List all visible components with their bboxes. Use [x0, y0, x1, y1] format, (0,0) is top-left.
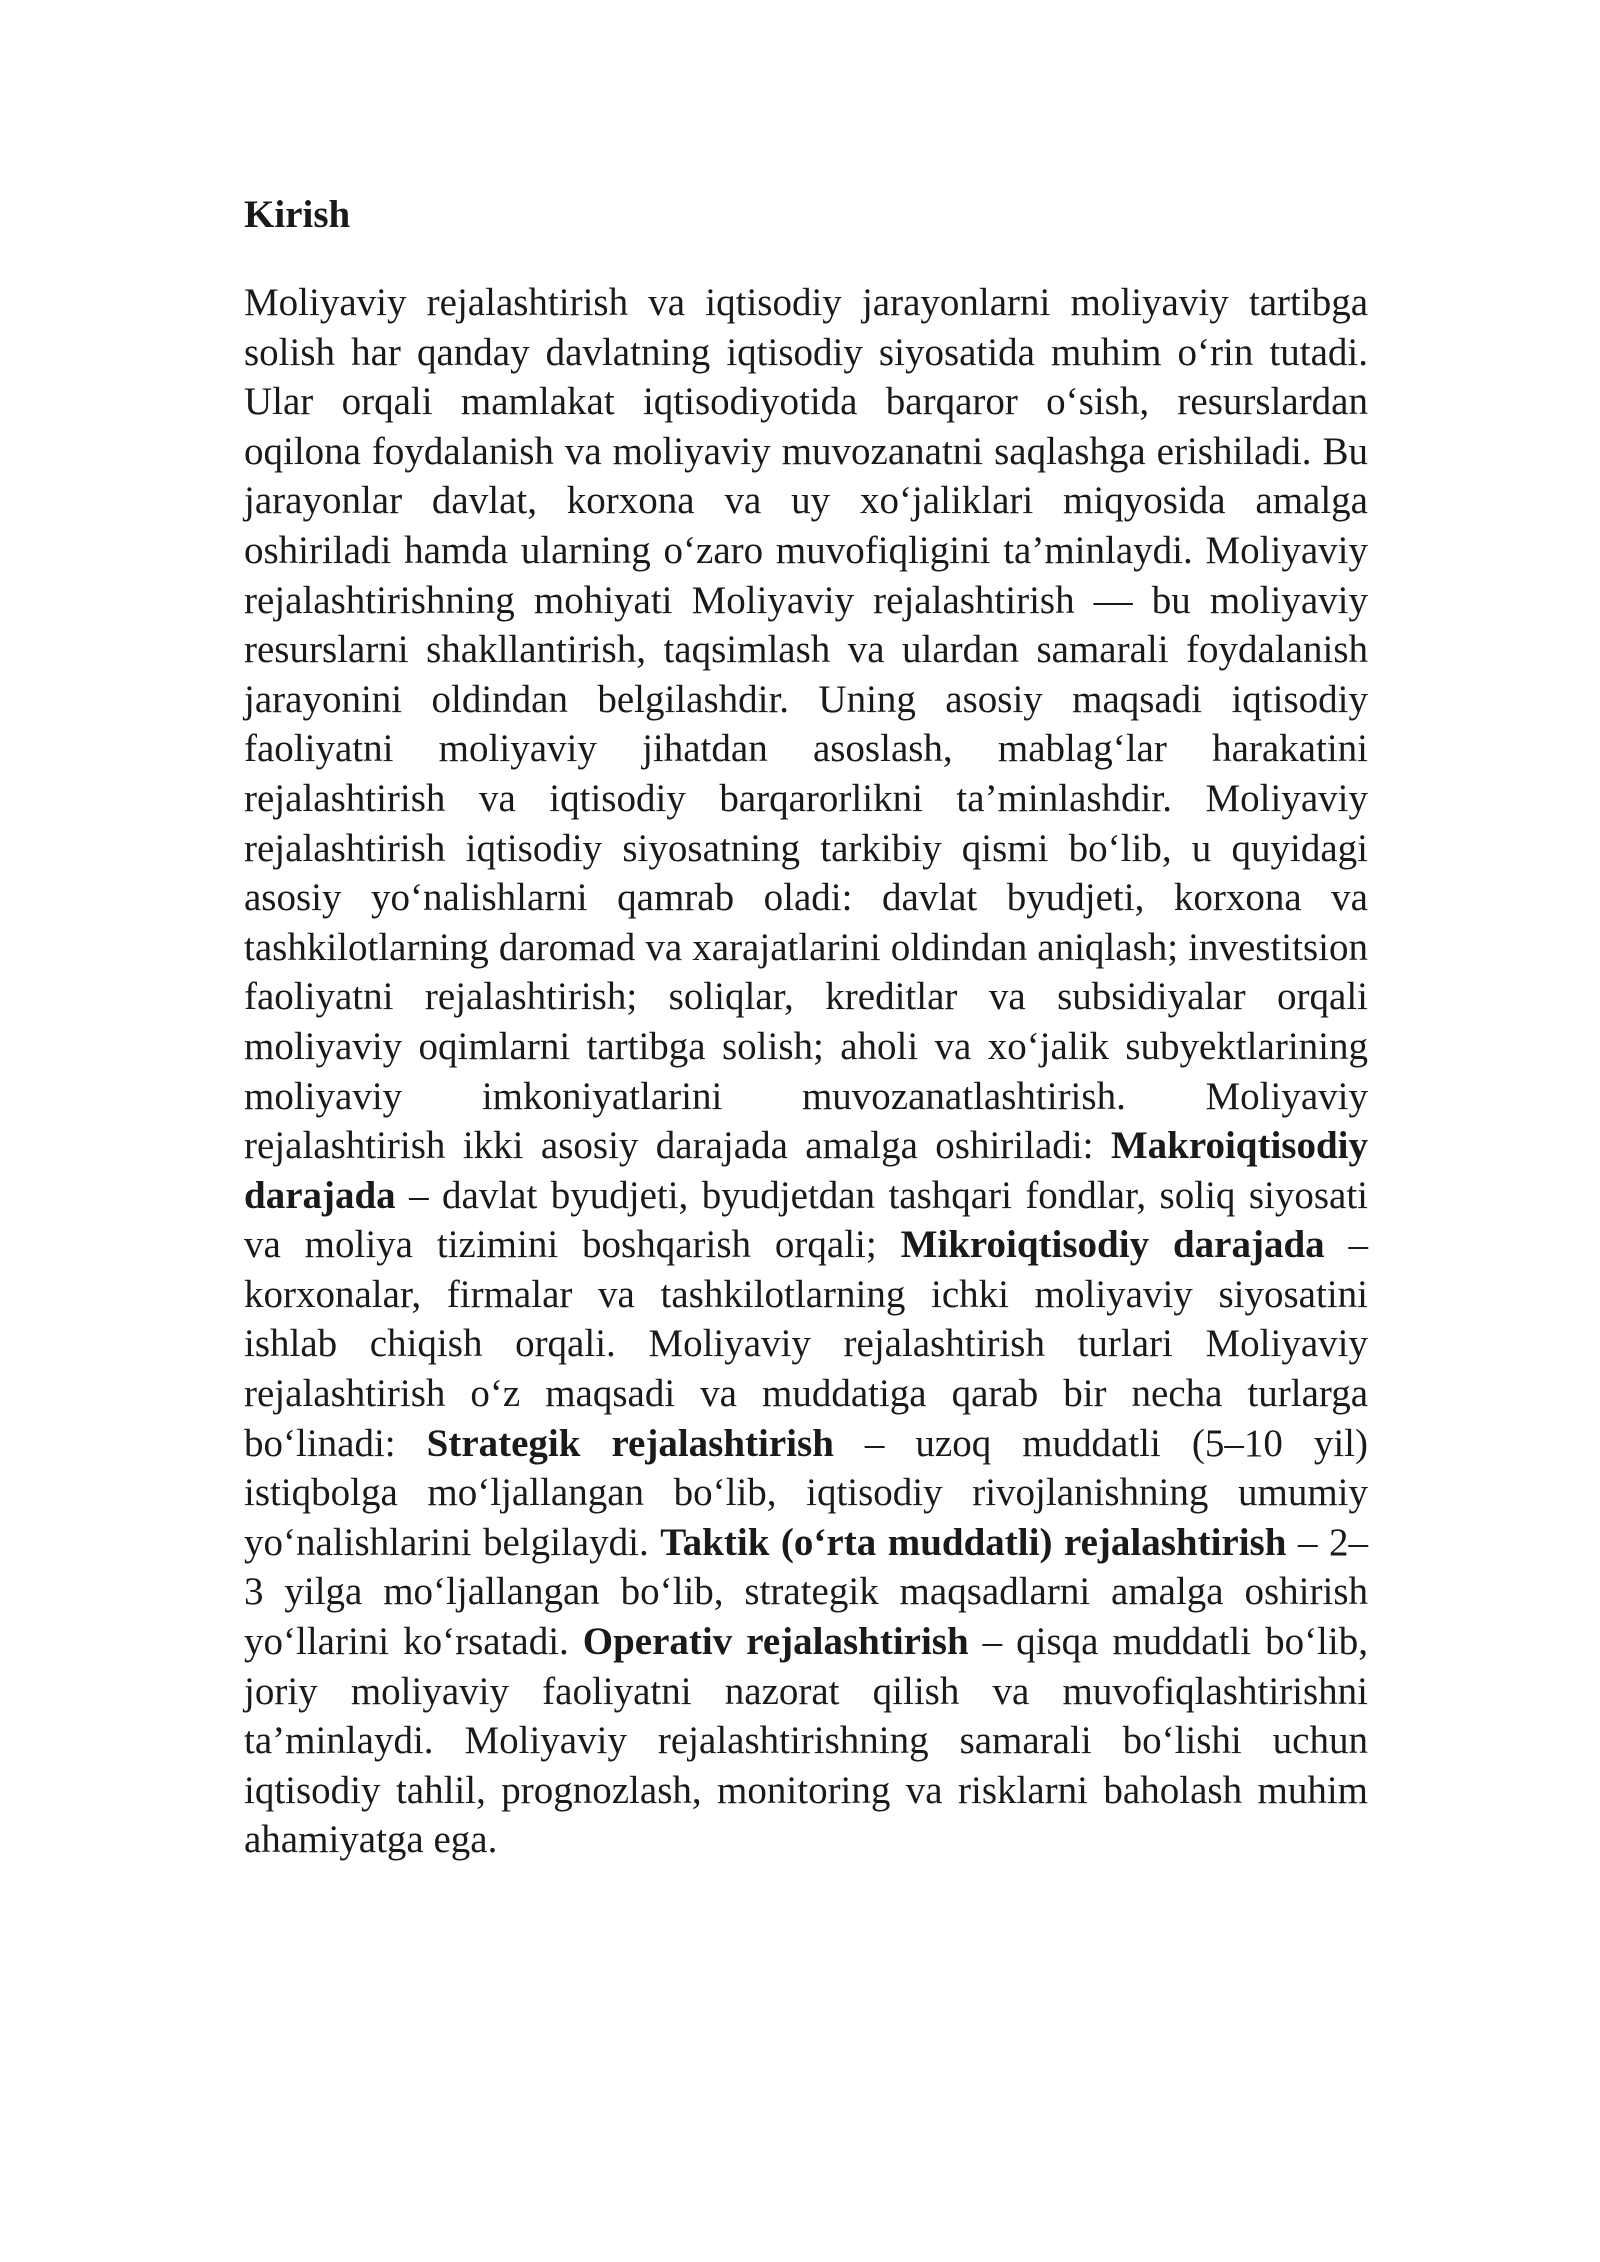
bold-term-strategik: Strategik rejalashtirish — [426, 1421, 834, 1465]
bold-term-taktik: Taktik (o‘rta muddatli) rejalashtirish — [660, 1520, 1287, 1564]
text-segment: – korxonalar, firmalar va tashkilotlarning ichki moliyaviy siyosatini ishlab chiqish orqali. Moliyaviy rejalashtirish turlari Moliyaviy rejalashtirish o‘z maqsadi va muddatiga qarab bir necha turlarga bo‘linadi: — [244, 1223, 1369, 1465]
text-segment: Moliyaviy rejalashtirish va iqtisodiy jarayonlarni moliyaviy tartibga solish har qanday davlatning iqtisodiy siyosatida muhim o‘rin tutadi. Ular orqali mamlakat iqtisodiyotida barqaror o‘sish, resurslardan oqilona foydalanish va moliyaviy muvozanatni saqlashga erishiladi. Bu jarayonlar davlat, korxona va uy xo‘jaliklari miqyosida amalga oshiriladi hamda ularning o‘zaro muvofiqligini ta’minlaydi. Moliyaviy rejalashtirishning mohiyati Moliyaviy rejalashtirish — bu moliyaviy resurslarni shakllantirish, taqsimlash va ulardan samarali foydalanish jarayonini oldindan belgilashdir. Uning asosiy maqsadi iqtisodiy faoliyatni moliyaviy jihatdan asoslash, mablag‘lar harakatini rejalashtirish va iqtisodiy barqarorlikni ta’minlashdir. Moliyaviy rejalashtirish iqtisodiy siyosatning tarkibiy qismi bo‘lib, u quyidagi asosiy yo‘nalishlarni qamrab oladi: davlat byudjeti, korxona va tashkilotlarning daromad va xarajatlarini oldindan aniqlash; investitsion faoliyatni rejalashtirish; soliqlar, kreditlar va subsidiyalar orqali moliyaviy oqimlarni tartibga solish; aholi va xo‘jalik subyektlarining moliyaviy imkoniyatlarini muvozanatlashtirish. Moliyaviy rejalashtirish ikki asosiy darajada amalga oshiriladi: — [244, 281, 1368, 1168]
body-paragraph — [244, 278, 1368, 1865]
text-segment: – uzoq muddatli (5–10 yil) istiqbolga mo‘ljallangan bo‘lib, iqtisodiy rivojlanishning umumiy yo‘nalishlarini belgilaydi. — [244, 1421, 1368, 1564]
text-segment: – qisqa muddatli bo‘lib, joriy moliyaviy faoliyatni nazorat qilish va muvofiqlashtirishni ta’minlaydi. Moliyaviy rejalashtirishning samarali bo‘lishi uchun iqtisodiy tahlil, prognozlash, monitoring va risklarni baholash muhim ahamiyatga ega. — [244, 1620, 1368, 1862]
bold-term-makroiqtisodiy: Makroiqtisodiy darajada — [244, 1124, 1368, 1217]
document-content — [244, 190, 1368, 1865]
bold-term-mikroiqtisodiy: Mikroiqtisodiy darajada — [900, 1223, 1325, 1267]
text-segment: – davlat byudjeti, byudjetdan tashqari fondlar, soliq siyosati va moliya tizimini boshqarish orqali; — [244, 1173, 1368, 1267]
bold-term-operativ: Operativ rejalashtirish — [582, 1620, 969, 1664]
section-heading: Kirish — [244, 193, 351, 236]
text-segment: – 2–3 yilga mo‘ljallangan bo‘lib, strategik maqsadlarni amalga oshirish yo‘llarini ko‘rsatadi. — [244, 1520, 1368, 1664]
